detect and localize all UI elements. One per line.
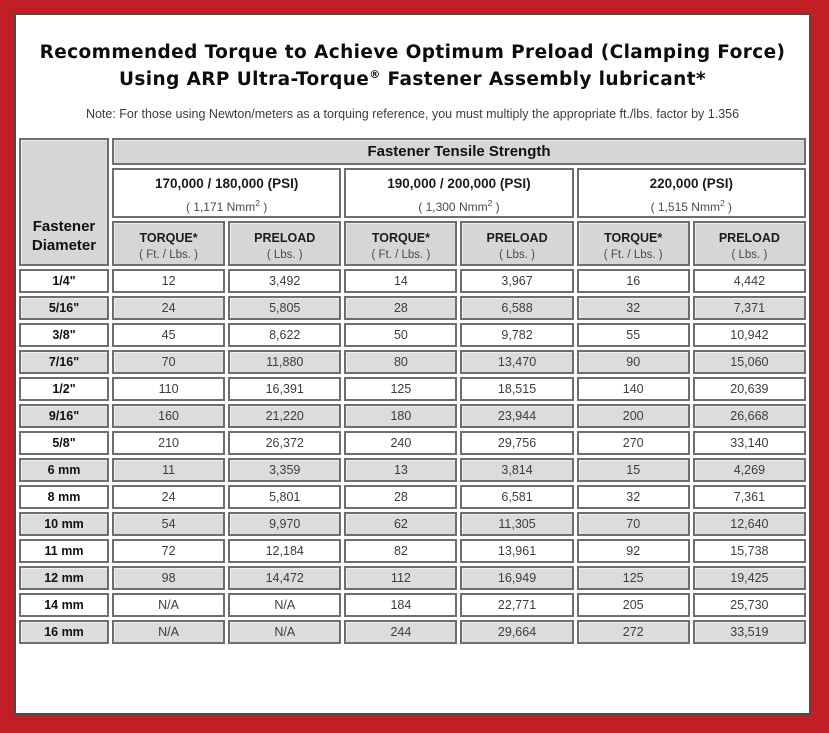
table-row (19, 458, 806, 482)
torque-value-cell: 205 (577, 593, 690, 617)
preload-value-cell: 4,442 (693, 269, 806, 293)
torque-value-cell: 90 (577, 350, 690, 374)
page-title (16, 39, 809, 93)
torque-value-cell: 70 (112, 350, 225, 374)
table-row (19, 512, 806, 536)
table-row (19, 539, 806, 563)
preload-value-cell: 12,184 (228, 539, 341, 563)
preload-value-cell: 11,305 (460, 512, 573, 536)
torque-value-cell: 12 (112, 269, 225, 293)
torque-value-cell: 272 (577, 620, 690, 644)
preload-value-cell: 5,801 (228, 485, 341, 509)
preload-value-cell: 23,944 (460, 404, 573, 428)
torque-table (16, 135, 809, 647)
preload-value-cell: 9,782 (460, 323, 573, 347)
fastener-diameter-cell: 9/16" (19, 404, 109, 428)
preload-column-header-3: PRELOAD ( Lbs. ) (693, 221, 806, 266)
fastener-diameter-cell: 5/8" (19, 431, 109, 455)
torque-value-cell: 244 (344, 620, 457, 644)
torque-value-cell: 28 (344, 296, 457, 320)
preload-value-cell: 3,967 (460, 269, 573, 293)
torque-value-cell: 210 (112, 431, 225, 455)
title-line-2 (16, 68, 809, 93)
torque-value-cell: 112 (344, 566, 457, 590)
torque-value-cell: 80 (344, 350, 457, 374)
table-row (19, 620, 806, 644)
preload-value-cell: 11,880 (228, 350, 341, 374)
torque-value-cell: 14 (344, 269, 457, 293)
registered-trademark-symbol: ® (369, 67, 381, 81)
preload-value-cell: N/A (228, 593, 341, 617)
fastener-diameter-cell: 5/16" (19, 296, 109, 320)
nmm-rating-label: ( 1,515 Nmm$^2$ ) (650, 198, 733, 215)
torque-value-cell: 125 (577, 566, 690, 590)
torque-value-cell: 180 (344, 404, 457, 428)
table-row (19, 485, 806, 509)
preload-value-cell: 10,942 (693, 323, 806, 347)
preload-value-cell: 3,359 (228, 458, 341, 482)
fastener-diameter-cell: 16 mm (19, 620, 109, 644)
fastener-diameter-cell: 7/16" (19, 350, 109, 374)
torque-value-cell: 92 (577, 539, 690, 563)
psi-rating-label: 220,000 (PSI) (649, 176, 733, 192)
torque-column-header-1: TORQUE* ( Ft. / Lbs. ) (112, 221, 225, 266)
torque-value-cell: 240 (344, 431, 457, 455)
table-row (19, 350, 806, 374)
preload-value-cell: 22,771 (460, 593, 573, 617)
preload-value-cell: 6,588 (460, 296, 573, 320)
preload-value-cell: 4,269 (693, 458, 806, 482)
torque-value-cell: 62 (344, 512, 457, 536)
fastener-diameter-cell: 14 mm (19, 593, 109, 617)
torque-value-cell: 15 (577, 458, 690, 482)
fastener-diameter-cell: 12 mm (19, 566, 109, 590)
preload-value-cell: 9,970 (228, 512, 341, 536)
fastener-diameter-cell: 1/4" (19, 269, 109, 293)
torque-value-cell: 72 (112, 539, 225, 563)
main-header-fastener-tensile-strength: Fastener Tensile Strength (112, 138, 806, 165)
preload-value-cell: 33,140 (693, 431, 806, 455)
preload-value-cell: 3,814 (460, 458, 573, 482)
preload-column-header-2: PRELOAD ( Lbs. ) (460, 221, 573, 266)
table-row (19, 566, 806, 590)
table-row (19, 296, 806, 320)
psi-rating-label: 170,000 / 180,000 (PSI) (154, 176, 299, 192)
torque-value-cell: 16 (577, 269, 690, 293)
title-line-1: Recommended Torque to Achieve Optimum Preload (Clamping Force) (39, 42, 786, 63)
preload-value-cell: 7,361 (693, 485, 806, 509)
preload-value-cell: N/A (228, 620, 341, 644)
table-row (19, 431, 806, 455)
torque-value-cell: 82 (344, 539, 457, 563)
preload-value-cell: 15,738 (693, 539, 806, 563)
document-panel (14, 13, 811, 715)
torque-value-cell: 50 (344, 323, 457, 347)
torque-column-header-2: TORQUE* ( Ft. / Lbs. ) (344, 221, 457, 266)
preload-value-cell: 14,472 (228, 566, 341, 590)
column-header-row (19, 221, 806, 266)
nmm-rating-label: ( 1,300 Nmm$^2$ ) (418, 198, 500, 215)
note-text: Note: For those using Newton/meters as a torquing reference, you must multiply the appropriate ft./lbs. factor by 1.356 (85, 106, 740, 121)
torque-value-cell: 200 (577, 404, 690, 428)
preload-value-cell: 13,961 (460, 539, 573, 563)
torque-value-cell: 184 (344, 593, 457, 617)
preload-value-cell: 26,372 (228, 431, 341, 455)
table-row (19, 404, 806, 428)
preload-value-cell: 5,805 (228, 296, 341, 320)
preload-value-cell: 12,640 (693, 512, 806, 536)
nmm-rating-label: ( 1,171 Nmm$^2$ ) (185, 198, 268, 215)
preload-value-cell: 20,639 (693, 377, 806, 401)
torque-value-cell: 11 (112, 458, 225, 482)
torque-value-cell: 28 (344, 485, 457, 509)
preload-value-cell: 21,220 (228, 404, 341, 428)
torque-column-header-3: TORQUE* ( Ft. / Lbs. ) (577, 221, 690, 266)
table-row (19, 377, 806, 401)
main-header-row (19, 138, 806, 165)
preload-value-cell: 3,492 (228, 269, 341, 293)
torque-value-cell: 70 (577, 512, 690, 536)
torque-value-cell: 270 (577, 431, 690, 455)
preload-value-cell: 8,622 (228, 323, 341, 347)
fastener-diameter-cell: 11 mm (19, 539, 109, 563)
corner-header-fastener-diameter: Fastener Diameter (19, 138, 109, 266)
psi-group-header-1 (112, 168, 341, 218)
torque-value-cell: 98 (112, 566, 225, 590)
torque-value-cell: 54 (112, 512, 225, 536)
table-row (19, 593, 806, 617)
preload-value-cell: 19,425 (693, 566, 806, 590)
title-line-2-prefix: Using ARP Ultra-Torque (118, 68, 370, 90)
preload-value-cell: 29,756 (460, 431, 573, 455)
preload-value-cell: 25,730 (693, 593, 806, 617)
preload-value-cell: 18,515 (460, 377, 573, 401)
fastener-diameter-cell: 1/2" (19, 377, 109, 401)
fastener-diameter-cell: 8 mm (19, 485, 109, 509)
torque-value-cell: 140 (577, 377, 690, 401)
preload-value-cell: 7,371 (693, 296, 806, 320)
torque-value-cell: 24 (112, 296, 225, 320)
table-row (19, 269, 806, 293)
preload-value-cell: 16,391 (228, 377, 341, 401)
preload-value-cell: 6,581 (460, 485, 573, 509)
preload-value-cell: 29,664 (460, 620, 573, 644)
torque-value-cell: N/A (112, 593, 225, 617)
title-line-2-suffix: Fastener Assembly lubricant* (380, 68, 707, 90)
torque-value-cell: 45 (112, 323, 225, 347)
table-row (19, 323, 806, 347)
psi-rating-label: 190,000 / 200,000 (PSI) (387, 176, 531, 192)
preload-value-cell: 16,949 (460, 566, 573, 590)
preload-value-cell: 26,668 (693, 404, 806, 428)
torque-value-cell: 55 (577, 323, 690, 347)
torque-value-cell: 125 (344, 377, 457, 401)
torque-value-cell: 24 (112, 485, 225, 509)
torque-value-cell: 110 (112, 377, 225, 401)
torque-value-cell: 13 (344, 458, 457, 482)
preload-value-cell: 15,060 (693, 350, 806, 374)
psi-group-header-2 (344, 168, 573, 218)
preload-value-cell: 33,519 (693, 620, 806, 644)
torque-value-cell: 32 (577, 296, 690, 320)
torque-value-cell: N/A (112, 620, 225, 644)
fastener-diameter-cell: 10 mm (19, 512, 109, 536)
torque-value-cell: 160 (112, 404, 225, 428)
preload-column-header-1: PRELOAD ( Lbs. ) (228, 221, 341, 266)
preload-value-cell: 13,470 (460, 350, 573, 374)
torque-value-cell: 32 (577, 485, 690, 509)
psi-header-row (19, 168, 806, 218)
fastener-diameter-cell: 6 mm (19, 458, 109, 482)
psi-group-header-3 (577, 168, 806, 218)
fastener-diameter-cell: 3/8" (19, 323, 109, 347)
